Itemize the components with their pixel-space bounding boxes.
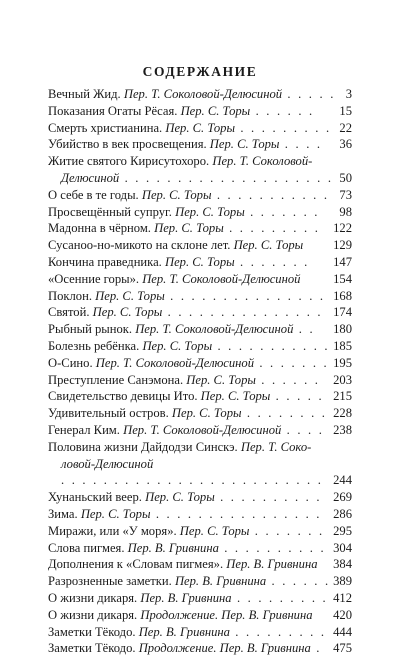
toc-entry-text [48, 439, 311, 456]
toc-entry-text [48, 523, 324, 540]
toc-entry [48, 103, 352, 120]
toc-entry-title: Мадонна в чёрном. [48, 221, 151, 236]
toc-entry-text [48, 388, 324, 405]
toc-entry-page-number: 50 [339, 170, 352, 185]
toc-entry-translator: Пер. С. Торы [165, 254, 235, 269]
toc-entry-title: «Осенние горы». [48, 271, 140, 286]
toc-entry-leader: . . . . [279, 137, 323, 152]
toc-entry-translator: Делюсиной [61, 170, 120, 185]
toc-entry-text [48, 220, 320, 237]
toc-entry [48, 489, 352, 506]
toc-entry [48, 321, 352, 338]
toc-entry-page-number: 203 [333, 372, 352, 387]
toc-entry-leader: . . . . . . . . [241, 406, 328, 421]
toc-entry-leader: . . . . . . . . . . [218, 540, 326, 555]
toc-entry-translator: Пер. Т. Соколовой-Делюсиной [123, 87, 283, 101]
toc-entry [48, 523, 352, 540]
toc-entry-page-number: 15 [339, 103, 352, 118]
toc-entry-page-number: 238 [333, 422, 352, 437]
toc-entry-leader: . . . . [281, 422, 325, 437]
toc-entry [48, 506, 352, 523]
toc-entry-text [48, 136, 322, 153]
toc-entry-page-number: 129 [333, 238, 352, 253]
toc-entry-page-number: 420 [333, 607, 352, 622]
toc-entry-page-number: 98 [339, 204, 352, 219]
toc-entry-page-number: 147 [333, 254, 352, 269]
toc-entry-page-number: 3 [345, 87, 352, 101]
toc-entry [48, 456, 352, 473]
toc-entry [48, 136, 352, 153]
toc-entry-title: Генерал Ким. [48, 422, 120, 437]
toc-entry-text [48, 422, 324, 439]
toc-entry-page-number: 304 [333, 540, 352, 555]
toc-entry-text [48, 372, 320, 389]
toc-entry-text [48, 321, 315, 338]
toc-entry [48, 405, 352, 422]
toc-entry-leader: . . . . . . [255, 372, 321, 387]
toc-entry-translator: Пер. С. Торы [95, 288, 165, 303]
toc-entry-title: Миражи, или «У моря». [48, 523, 177, 538]
toc-entry-title: Удивительный остров. [48, 406, 169, 421]
toc-entry-title: Вечный Жид. [48, 87, 121, 101]
toc-entry-page-number: 180 [333, 322, 352, 337]
toc-entry-text [48, 120, 331, 137]
toc-entry-title: Рыбный рынок. [48, 322, 133, 337]
toc-entry [48, 153, 352, 170]
toc-entry-leader: . . . . . . . . . . . . . . . . . . . . [119, 170, 334, 185]
toc-entry-title: Свидетельство девицы Ито. [48, 389, 198, 404]
toc-entry-text [48, 624, 326, 641]
toc-entry-text [48, 556, 318, 573]
toc-entry-text [61, 456, 153, 473]
toc-entry-leader: . [310, 641, 322, 656]
toc-entry-translator: Пер. Т. Соколовой-Делюсиной [142, 271, 301, 286]
toc-entry-page-number: 384 [333, 557, 352, 572]
toc-entry-title: Показания Огаты Рёсая. [48, 103, 178, 118]
toc-entry-title: Просвещённый супруг. [48, 204, 172, 219]
toc-entry-text [48, 540, 326, 557]
toc-entry-page-number: 269 [333, 490, 352, 505]
toc-entry-translator: Пер. С. Торы [80, 506, 151, 521]
toc-entry-leader: . . . . . . . . . . . [212, 338, 330, 353]
toc-entry [48, 288, 352, 305]
toc-entry-text [48, 204, 320, 221]
toc-entry-title: Сусаноо-но-микото на склоне лет. [48, 238, 231, 253]
toc-entry-translator: Пер. В. Гривнина [138, 624, 230, 639]
toc-entry-page-number: 412 [333, 590, 352, 605]
toc-entry-leader: . . . . . . . [254, 355, 329, 370]
toc-entry-text [48, 405, 327, 422]
toc-entry-title: Смерть христианина. [48, 120, 163, 135]
toc-entry-title: Кончина праведника. [48, 254, 162, 269]
toc-entry-title: Дополнения к «Словам пигмея». [48, 557, 224, 572]
toc-entry-page-number: 286 [333, 506, 352, 521]
toc-entry-translator: Продолжение. Пер. В. Гривнина [138, 641, 311, 656]
toc-entry-translator: Пер. С. Торы [171, 406, 242, 421]
toc-entry-title: Разрозненные заметки. [48, 574, 172, 589]
toc-entry-title: Болезнь ребёнка. [48, 338, 140, 353]
toc-entry-text [48, 489, 322, 506]
toc-entry [48, 271, 352, 288]
toc-entry-leader: . . . . . . . . . [231, 590, 328, 605]
toc-entry-page-number: 195 [333, 355, 352, 370]
toc-entry-text [48, 607, 313, 624]
toc-entry [48, 120, 352, 137]
toc-entry-translator: Пер. С. Торы [200, 389, 271, 404]
toc-entry-page-number: 475 [333, 641, 352, 656]
toc-entry-page-number: 174 [333, 305, 352, 320]
toc-entry-text [48, 640, 322, 657]
toc-entry-translator: Пер. С. Торы [209, 137, 280, 152]
toc-entry-leader: . . . . . . . [234, 254, 310, 269]
toc-entry-text [61, 170, 333, 187]
toc-entry-leader: . . . . . . . [244, 204, 320, 219]
toc-entry-page-number: 295 [333, 523, 352, 538]
toc-entry-text [48, 103, 314, 120]
toc-entry-leader: . . . . . [282, 87, 336, 101]
toc-entry-title: О жизни дикаря. [48, 590, 138, 605]
toc-entry-page-number: 168 [333, 288, 352, 303]
toc-entry-leader: . . . . . [270, 389, 324, 404]
toc-entry-translator: Пер. Т. Соколовой-Делюсиной [123, 422, 282, 437]
toc-entry-page-number: 122 [333, 221, 352, 236]
toc-entry-page-number: 185 [333, 338, 352, 353]
toc-entry-page-number: 444 [333, 624, 352, 639]
toc-entry [48, 607, 352, 624]
toc-entry-translator: Пер. Т. Соко- [240, 439, 312, 454]
toc-entry [48, 254, 352, 271]
toc-entry-translator: Пер. В. Гривнина [127, 540, 219, 555]
toc-entry-text [48, 86, 336, 103]
toc-entry-leader: . . . . . . . . . [229, 624, 327, 639]
toc-entry-translator: Пер. В. Гривнина [140, 590, 232, 605]
toc-entry-title: Убийство в век просвещения. [48, 137, 207, 152]
toc-entry-page-number: 22 [339, 120, 352, 135]
toc-entry-text [48, 338, 330, 355]
toc-entry-title: Слова пигмея. [48, 540, 125, 555]
toc-entry-text [48, 153, 312, 170]
toc-entry [48, 556, 352, 573]
toc-entry-text [48, 506, 322, 523]
toc-entry-text [48, 288, 325, 305]
toc-entry-page-number: 389 [333, 574, 352, 589]
toc-entry-title: Заметки Тёкодо. [48, 624, 136, 639]
toc-entry [48, 170, 352, 187]
toc-entry-text [48, 304, 323, 321]
table-of-contents [48, 86, 352, 657]
toc-entry-translator: Пер. С. Торы [165, 120, 236, 135]
toc-entry [48, 590, 352, 607]
toc-entry-translator: Продолжение. Пер. В. Гривнина [140, 607, 313, 622]
toc-entry-title: Святой. [48, 305, 90, 320]
toc-entry-text [48, 254, 310, 271]
toc-entry-title: Преступление Санэмона. [48, 372, 184, 387]
toc-entry-translator: Пер. С. Торы [141, 187, 212, 202]
toc-entry-leader: . . . . . . . . . . . . . . . [162, 305, 323, 320]
toc-entry-translator: Пер. Т. Соколовой-Делюсиной [135, 322, 294, 337]
toc-entry [48, 86, 352, 103]
toc-entry-translator: Пер. В. Гривнина [226, 557, 318, 572]
toc-entry-title: Заметки Тёкодо. [48, 641, 136, 656]
toc-entry [48, 237, 352, 254]
toc-entry-title: О жизни дикаря. [48, 607, 138, 622]
toc-entry-translator: Пер. Т. Соколовой-Делюсиной [95, 355, 254, 370]
toc-entry-page-number: 154 [333, 271, 352, 286]
toc-entry [48, 439, 352, 456]
toc-entry-translator: Пер. С. Торы [92, 305, 163, 320]
toc-entry-text [48, 355, 329, 372]
toc-entry [48, 540, 352, 557]
toc-entry [48, 372, 352, 389]
toc-entry-text [48, 237, 303, 254]
toc-entry-translator: Пер. С. Торы [154, 221, 224, 236]
toc-entry-title: Поклон. [48, 288, 92, 303]
toc-entry-translator: Пер. С. Торы [142, 338, 213, 353]
toc-entry-translator: Пер. С. Торы [186, 372, 256, 387]
toc-entry-translator: Пер. С. Торы [179, 523, 250, 538]
toc-entry-translator: Пер. С. Торы [175, 204, 245, 219]
toc-entry [48, 355, 352, 372]
toc-entry [48, 472, 352, 489]
toc-entry-leader: . . . . . . [250, 103, 315, 118]
toc-entry-leader: . . . . . . . . . . . [211, 187, 330, 202]
toc-entry-page-number: 228 [333, 406, 352, 421]
toc-entry-text [48, 590, 328, 607]
toc-entry-page-number: 244 [333, 473, 352, 488]
toc-entry [48, 338, 352, 355]
toc-entry-page-number: 215 [333, 389, 352, 404]
toc-entry-leader: . . . . . . [266, 574, 331, 589]
toc-entry-translator: Пер. В. Гривнина [174, 574, 267, 589]
toc-entry-leader: . . . . . . . . . . . . . . . . [150, 506, 322, 521]
toc-entry-leader: . . . . . . . . . . . . . . . [164, 288, 326, 303]
toc-entry-leader: . . . . . . . . . . . . . . . . . . . . . . . . . [61, 473, 324, 488]
toc-entry [48, 640, 352, 657]
toc-entry-translator: Пер. С. Торы [233, 238, 304, 253]
toc-entry-title: Половина жизни Дайдодзи Синскэ. [48, 439, 238, 454]
toc-entry [48, 422, 352, 439]
toc-entry [48, 388, 352, 405]
toc-entry-leader: . . [293, 322, 315, 337]
toc-entry-page-number: 36 [339, 137, 352, 152]
toc-entry-leader: . . . . . . . . . [235, 120, 332, 135]
toc-entry-text [61, 472, 323, 489]
toc-entry-title: О-Сино. [48, 355, 93, 370]
toc-entry [48, 624, 352, 641]
toc-entry [48, 187, 352, 204]
toc-entry [48, 204, 352, 221]
toc-entry-title: О себе в те годы. [48, 187, 139, 202]
toc-entry-translator: Пер. Т. Соколовой- [212, 154, 313, 169]
toc-entry-translator: Пер. С. Торы [180, 103, 251, 118]
toc-entry-title: Зима. [48, 506, 78, 521]
toc-entry-text [48, 187, 329, 204]
page-title: СОДЕРЖАНИЕ [142, 64, 258, 79]
toc-entry-text [48, 573, 330, 590]
toc-entry-text [48, 271, 300, 288]
toc-entry-translator: Пер. С. Торы [145, 490, 215, 505]
toc-entry-title: Житие святого Кирисутохоро. [48, 154, 210, 169]
toc-entry-title: Хунаньский веер. [48, 490, 142, 505]
toc-entry [48, 304, 352, 321]
toc-entry [48, 573, 352, 590]
toc-entry-translator: ловой-Делюсиной [61, 456, 154, 471]
toc-entry [48, 220, 352, 237]
toc-entry-leader: . . . . . . . [249, 523, 325, 538]
toc-entry-leader: . . . . . . . . . . [214, 490, 322, 505]
toc-entry-leader: . . . . . . . . . [223, 221, 321, 236]
toc-entry-page-number: 73 [339, 187, 352, 202]
